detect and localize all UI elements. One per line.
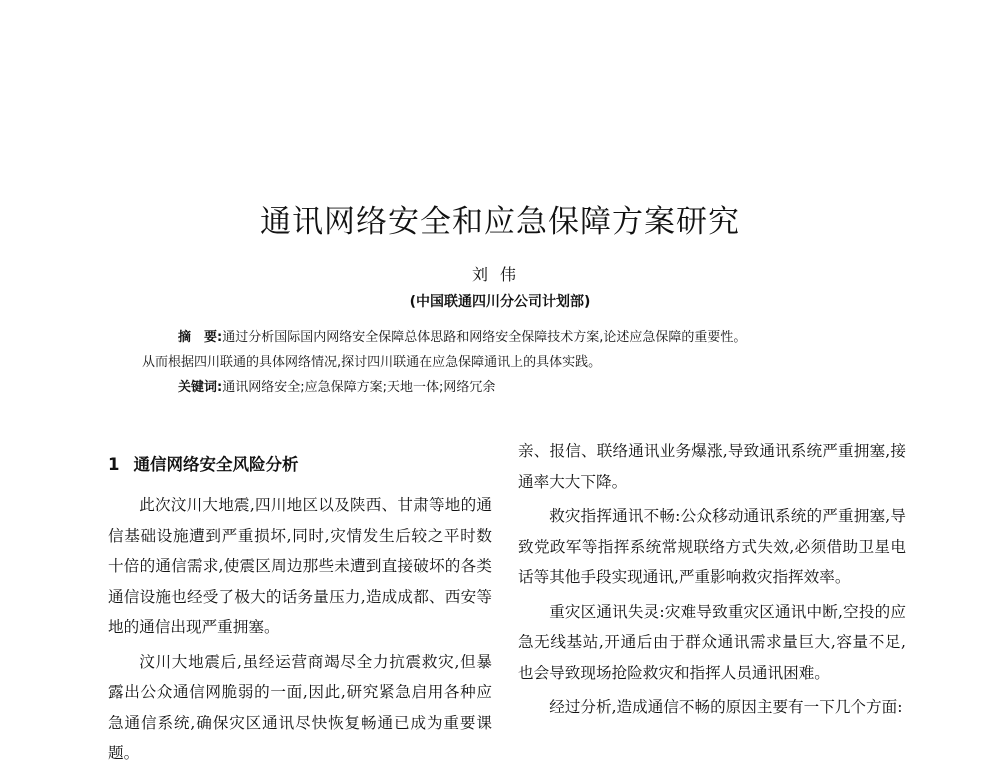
author-name: 刘伟 — [471, 265, 528, 284]
section-title: 通信网络安全风险分析 — [133, 455, 299, 474]
keywords-label: 关键词: — [178, 380, 223, 395]
body-paragraph: 救灾指挥通讯不畅:公众移动通讯系统的严重拥塞,导致党政军等指挥系统常规联络方式失效,必须借助卫星电话等其他手段实现通讯,严重影响救灾指挥效率。 — [518, 507, 906, 586]
keywords-paragraph — [142, 375, 872, 400]
abstract-block — [142, 325, 872, 400]
body-paragraph: 经过分析,造成通信不畅的原因主要有一下几个方面: — [549, 698, 903, 716]
abstract-text-line1: 通过分析国际国内网络安全保障总体思路和网络安全保障技术方案,论述应急保障的重要性。 — [222, 330, 747, 345]
right-column — [518, 436, 906, 727]
section-heading — [108, 450, 492, 480]
body-paragraph: 重灾区通讯失灵:灾难导致重灾区通讯中断,空投的应急无线基站,开通后由于群众通讯需求量巨大,容量不足,也会导致现场抢险救灾和指挥人员通讯困难。 — [518, 602, 906, 682]
abstract-label: 摘 要: — [178, 330, 223, 345]
abstract-text-line2: 从而根据四川联通的具体网络情况,探讨四川联通在应急保障通讯上的具体实践。 — [142, 355, 602, 370]
abstract-paragraph — [142, 325, 872, 350]
body-paragraph: 亲、报信、联络通讯业务爆涨,导致通讯系统严重拥塞,接通率大大下降。 — [518, 442, 906, 491]
author-affiliation: (中国联通四川分公司计划部) — [409, 294, 591, 310]
paper-title: 通讯网络安全和应急保障方案研究 — [260, 204, 740, 240]
section-number: 1 — [108, 455, 120, 474]
keywords-text: 通讯网络安全;应急保障方案;天地一体;网络冗余 — [222, 380, 496, 395]
left-column — [108, 440, 492, 773]
body-paragraph: 此次汶川大地震,四川地区以及陕西、甘肃等地的通信基础设施遭到严重损坏,同时,灾情发生后较之平时数十倍的通信需求,使震区周边那些未遭到直接破坏的各类通信设施也经受了极大的话务量压力,造成成都、西安等地的通信出现严重拥塞。 — [108, 496, 492, 636]
body-paragraph: 汶川大地震后,虽经运营商竭尽全力抗震救灾,但暴露出公众通信网脆弱的一面,因此,研究紧急启用各种应急通信系统,确保灾区通讯尽快恢复畅通已成为重要课题。 — [108, 652, 492, 762]
